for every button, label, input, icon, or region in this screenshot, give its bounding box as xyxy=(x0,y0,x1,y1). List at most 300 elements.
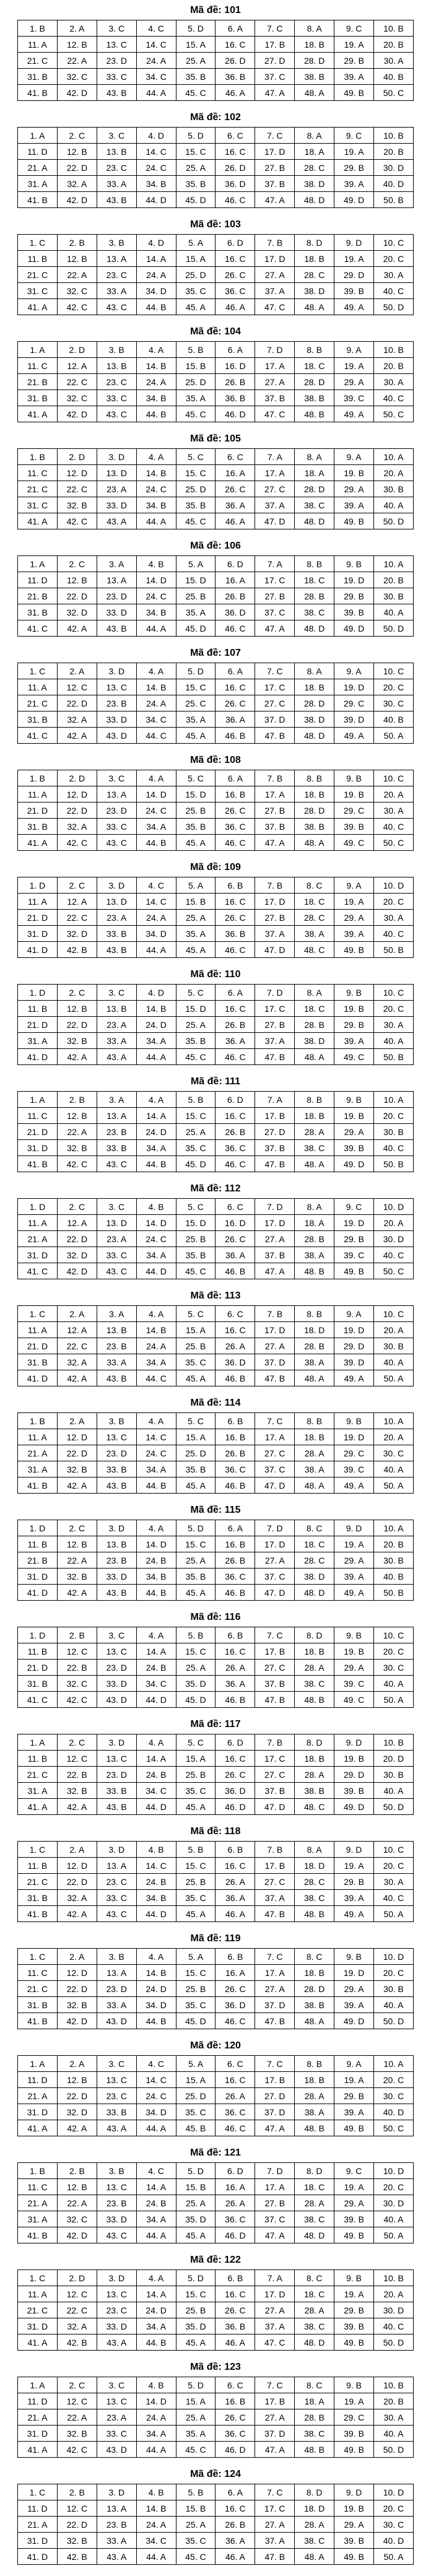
answer-cell: 34. B xyxy=(136,497,176,513)
exam-code-block xyxy=(0,1178,431,1286)
answer-cell: 38. C xyxy=(295,497,334,513)
answer-cell: 39. A xyxy=(334,926,374,942)
answer-cell: 50. B xyxy=(374,192,414,208)
answer-cell: 34. A xyxy=(136,2211,176,2227)
exam-code-title xyxy=(0,1611,431,1624)
answer-cell: 28. A xyxy=(295,2195,334,2211)
exam-code-block xyxy=(0,214,431,321)
answer-cell: 1. A xyxy=(18,556,58,572)
answer-cell: 13. C xyxy=(97,37,136,53)
answer-cell: 17. C xyxy=(255,2500,295,2517)
answer-cell: 18. C xyxy=(295,894,334,910)
answer-cell: 21. C xyxy=(18,695,58,711)
answer-cell: 36. B xyxy=(215,926,255,942)
table-row xyxy=(18,1215,414,1231)
answer-cell: 11. A xyxy=(18,1322,58,1338)
answer-cell: 31. B xyxy=(18,1676,58,1692)
answer-cell: 4. B xyxy=(136,2484,176,2500)
answer-cell: 5. B xyxy=(176,1627,215,1643)
answer-cell: 5. B xyxy=(176,1092,215,1108)
exam-code-block xyxy=(0,2143,431,2250)
answer-cell: 40. A xyxy=(374,1997,414,2013)
answer-cell: 44. A xyxy=(136,1049,176,1065)
answer-cell: 45. A xyxy=(176,1585,215,1601)
answer-cell: 12. B xyxy=(57,2179,97,2195)
answer-cell: 23. D xyxy=(97,588,136,604)
answer-cell: 45. D xyxy=(176,192,215,208)
exam-code-title xyxy=(0,2039,431,2053)
exam-code-title xyxy=(0,111,431,124)
answer-cell: 37. B xyxy=(255,1783,295,1799)
answer-cell: 21. A xyxy=(18,2088,58,2104)
answer-cell: 30. C xyxy=(374,2517,414,2533)
table-row xyxy=(18,2409,414,2426)
answer-cell: 16. C xyxy=(215,1643,255,1660)
answer-cell: 34. C xyxy=(136,1783,176,1799)
answer-cell: 13. D xyxy=(97,1215,136,1231)
answer-cell: 35. C xyxy=(176,2533,215,2549)
exam-code-title xyxy=(0,539,431,553)
answer-cell: 29. A xyxy=(334,1981,374,1997)
answer-cell: 46. B xyxy=(215,1692,255,1708)
answer-cell: 18. C xyxy=(295,2286,334,2302)
answer-cell: 44. B xyxy=(136,406,176,422)
answer-cell: 10. C xyxy=(374,1627,414,1643)
answer-cell: 25. B xyxy=(176,2302,215,2318)
answer-cell: 43. B xyxy=(97,1477,136,1494)
answer-cell: 32. D xyxy=(57,604,97,620)
table-row xyxy=(18,1783,414,1799)
answer-cell: 35. B xyxy=(176,819,215,835)
answer-cell: 41. B xyxy=(18,2227,58,2243)
answer-cell: 36. A xyxy=(215,1890,255,1906)
answer-cell: 28. D xyxy=(295,374,334,390)
answer-cell: 43. D xyxy=(97,1692,136,1708)
answer-cell: 20. C xyxy=(374,1858,414,1874)
answer-cell: 10. A xyxy=(374,1092,414,1108)
answer-cell: 43. C xyxy=(97,406,136,422)
answer-cell: 20. C xyxy=(374,679,414,695)
answer-cell: 34. C xyxy=(136,711,176,728)
answer-cell: 1. C xyxy=(18,235,58,251)
answer-cell: 20. C xyxy=(374,1108,414,1124)
answer-cell: 10. D xyxy=(374,2163,414,2179)
answer-cell: 43. C xyxy=(97,1906,136,1922)
answer-cell: 37. B xyxy=(255,390,295,406)
answer-cell: 19. A xyxy=(334,251,374,267)
answer-cell: 11. A xyxy=(18,1429,58,1445)
answer-cell: 1. C xyxy=(18,2270,58,2286)
answer-cell: 8. B xyxy=(295,342,334,358)
answer-cell: 37. C xyxy=(255,2211,295,2227)
answer-cell: 8. A xyxy=(295,985,334,1001)
answer-cell: 46. C xyxy=(215,620,255,637)
exam-code-number: 102 xyxy=(224,112,241,123)
answer-cell: 14. C xyxy=(136,894,176,910)
table-row xyxy=(18,711,414,728)
answer-cell: 26. A xyxy=(215,2088,255,2104)
table-row xyxy=(18,572,414,588)
answer-cell: 5. D xyxy=(176,2163,215,2179)
answer-cell: 41. B xyxy=(18,1906,58,1922)
answer-cell: 33. D xyxy=(97,1569,136,1585)
answer-table xyxy=(17,448,414,529)
answer-cell: 2. C xyxy=(57,2377,97,2393)
answer-cell: 3. B xyxy=(97,1949,136,1965)
answer-cell: 23. D xyxy=(97,1445,136,1461)
answer-cell: 25. A xyxy=(176,1124,215,1140)
answer-cell: 23. B xyxy=(97,1552,136,1569)
answer-cell: 41. C xyxy=(18,620,58,637)
answer-cell: 28. D xyxy=(295,695,334,711)
answer-cell: 35. D xyxy=(176,1676,215,1692)
exam-code-block xyxy=(0,857,431,964)
exam-code-number: 111 xyxy=(225,1076,241,1087)
answer-cell: 33. A xyxy=(97,283,136,299)
answer-cell: 6. B xyxy=(215,1413,255,1429)
table-row xyxy=(18,1354,414,1370)
answer-cell: 48. D xyxy=(295,1585,334,1601)
exam-code-number: 118 xyxy=(224,1826,241,1837)
answer-cell: 14. D xyxy=(136,572,176,588)
answer-cell: 41. A xyxy=(18,406,58,422)
table-row xyxy=(18,2227,414,2243)
answer-cell: 40. A xyxy=(374,1461,414,1477)
answer-cell: 49. B xyxy=(334,2334,374,2351)
answer-cell: 39. A xyxy=(334,1569,374,1585)
table-row xyxy=(18,1874,414,1890)
answer-cell: 26. C xyxy=(215,910,255,926)
answer-cell: 42. D xyxy=(57,85,97,101)
answer-cell: 31. D xyxy=(18,926,58,942)
exam-code-block xyxy=(0,2357,431,2464)
answer-cell: 30. B xyxy=(374,1124,414,1140)
answer-cell: 38. D xyxy=(295,1033,334,1049)
answer-cell: 3. D xyxy=(97,877,136,894)
exam-code-label: Mã đề: xyxy=(190,2469,222,2479)
answer-cell: 3. D xyxy=(97,2484,136,2500)
table-row xyxy=(18,770,414,786)
answer-cell: 20. C xyxy=(374,1001,414,1017)
answer-cell: 43. C xyxy=(97,2227,136,2243)
answer-cell: 1. D xyxy=(18,985,58,1001)
answer-cell: 42. A xyxy=(57,620,97,637)
answer-cell: 46. C xyxy=(215,1049,255,1065)
answer-cell: 39. B xyxy=(334,2533,374,2549)
answer-cell: 13. B xyxy=(97,1322,136,1338)
answer-cell: 35. C xyxy=(176,2104,215,2120)
answer-cell: 17. C xyxy=(255,1001,295,1017)
answer-cell: 30. A xyxy=(374,803,414,819)
answer-cell: 16. C xyxy=(215,37,255,53)
answer-cell: 33. C xyxy=(97,390,136,406)
table-row xyxy=(18,1569,414,1585)
answer-cell: 3. A xyxy=(97,1092,136,1108)
answer-cell: 12. D xyxy=(57,1858,97,1874)
answer-cell: 9. B xyxy=(334,770,374,786)
answer-cell: 23. D xyxy=(97,1767,136,1783)
table-row xyxy=(18,1124,414,1140)
answer-cell: 39. A xyxy=(334,1890,374,1906)
table-row xyxy=(18,1156,414,1172)
answer-cell: 1. C xyxy=(18,1306,58,1322)
exam-code-block xyxy=(0,1821,431,1928)
answer-cell: 1. B xyxy=(18,20,58,37)
answer-cell: 26. B xyxy=(215,1124,255,1140)
answer-cell: 12. C xyxy=(57,2500,97,2517)
answer-cell: 1. B xyxy=(18,449,58,465)
answer-cell: 43. B xyxy=(97,1585,136,1601)
answer-cell: 20. B xyxy=(374,37,414,53)
answer-cell: 2. D xyxy=(57,449,97,465)
table-row xyxy=(18,1413,414,1429)
answer-cell: 18. A xyxy=(295,1215,334,1231)
answer-cell: 4. B xyxy=(136,1199,176,1215)
answer-cell: 16. C xyxy=(215,1001,255,1017)
answer-cell: 28. A xyxy=(295,2302,334,2318)
answer-cell: 45. D xyxy=(176,2013,215,2029)
answer-cell: 38. B xyxy=(295,390,334,406)
answer-cell: 10. A xyxy=(374,1520,414,1536)
answer-cell: 17. A xyxy=(255,1429,295,1445)
answer-cell: 17. B xyxy=(255,37,295,53)
answer-cell: 12. B xyxy=(57,1108,97,1124)
answer-cell: 34. A xyxy=(136,2426,176,2442)
answer-cell: 35. A xyxy=(176,2426,215,2442)
answer-cell: 29. A xyxy=(334,2517,374,2533)
answer-cell: 36. A xyxy=(215,1676,255,1692)
answer-cell: 2. D xyxy=(57,2270,97,2286)
answer-cell: 45. C xyxy=(176,513,215,529)
answer-cell: 41. C xyxy=(18,1263,58,1279)
answer-cell: 50. A xyxy=(374,2549,414,2565)
answer-cell: 34. D xyxy=(136,2104,176,2120)
answer-cell: 9. D xyxy=(334,2484,374,2500)
table-row xyxy=(18,2393,414,2409)
answer-cell: 42. B xyxy=(57,942,97,958)
answer-cell: 26. C xyxy=(215,803,255,819)
exam-code-title xyxy=(0,2253,431,2267)
exam-code-number: 105 xyxy=(224,433,241,444)
answer-cell: 25. A xyxy=(176,1552,215,1569)
answer-cell: 18. B xyxy=(295,1751,334,1767)
answer-cell: 17. A xyxy=(255,1965,295,1981)
table-row xyxy=(18,2195,414,2211)
answer-cell: 47. B xyxy=(255,2549,295,2565)
answer-cell: 24. C xyxy=(136,2088,176,2104)
answer-cell: 48. A xyxy=(295,2013,334,2029)
answer-cell: 5. D xyxy=(176,128,215,144)
answer-table xyxy=(17,2162,414,2243)
answer-cell: 29. A xyxy=(334,374,374,390)
exam-code-block xyxy=(0,2035,431,2143)
answer-cell: 4. A xyxy=(136,1306,176,1322)
answer-cell: 1. D xyxy=(18,1520,58,1536)
answer-cell: 18. D xyxy=(295,2500,334,2517)
answer-cell: 3. C xyxy=(97,2377,136,2393)
answer-cell: 25. A xyxy=(176,2195,215,2211)
answer-cell: 31. D xyxy=(18,2318,58,2334)
answer-cell: 38. A xyxy=(295,1247,334,1263)
answer-cell: 1. D xyxy=(18,1627,58,1643)
table-row xyxy=(18,69,414,85)
answer-cell: 24. B xyxy=(136,1660,176,1676)
exam-code-number: 119 xyxy=(224,1933,241,1944)
answer-cell: 1. A xyxy=(18,128,58,144)
answer-cell: 46. C xyxy=(215,1156,255,1172)
answer-cell: 8. B xyxy=(295,770,334,786)
answer-cell: 47. D xyxy=(255,1477,295,1494)
table-row xyxy=(18,267,414,283)
answer-cell: 30. D xyxy=(374,160,414,176)
table-row xyxy=(18,1108,414,1124)
answer-cell: 21. B xyxy=(18,588,58,604)
exam-code-number: 109 xyxy=(224,862,241,872)
answer-cell: 6. A xyxy=(215,2484,255,2500)
answer-cell: 7. C xyxy=(255,2484,295,2500)
answer-cell: 46. A xyxy=(215,299,255,315)
answer-cell: 45. A xyxy=(176,299,215,315)
answer-cell: 4. A xyxy=(136,1627,176,1643)
answer-table xyxy=(17,20,414,101)
answer-cell: 21. D xyxy=(18,910,58,926)
answer-cell: 20. C xyxy=(374,1643,414,1660)
answer-cell: 10. C xyxy=(374,985,414,1001)
answer-cell: 2. B xyxy=(57,235,97,251)
answer-cell: 12. A xyxy=(57,1215,97,1231)
answer-cell: 37. A xyxy=(255,2533,295,2549)
answer-cell: 13. A xyxy=(97,2500,136,2517)
exam-code-number: 116 xyxy=(224,1612,241,1622)
answer-cell: 16. C xyxy=(215,1751,255,1767)
answer-cell: 1. D xyxy=(18,1199,58,1215)
answer-cell: 11. A xyxy=(18,37,58,53)
answer-cell: 36. D xyxy=(215,1354,255,1370)
answer-cell: 1. C xyxy=(18,663,58,679)
answer-cell: 29. A xyxy=(334,1552,374,1569)
table-row xyxy=(18,877,414,894)
answer-cell: 12. D xyxy=(57,465,97,481)
answer-cell: 24. A xyxy=(136,374,176,390)
answer-cell: 33. A xyxy=(97,1033,136,1049)
answer-table xyxy=(17,1091,414,1172)
answer-cell: 43. D xyxy=(97,728,136,744)
answer-cell: 33. D xyxy=(97,604,136,620)
answer-cell: 25. B xyxy=(176,1338,215,1354)
answer-cell: 10. D xyxy=(374,1949,414,1965)
answer-cell: 18. B xyxy=(295,37,334,53)
answer-cell: 16. D xyxy=(215,358,255,374)
table-row xyxy=(18,1858,414,1874)
exam-code-number: 112 xyxy=(224,1183,241,1194)
answer-cell: 49. A xyxy=(334,728,374,744)
answer-cell: 19. D xyxy=(334,1322,374,1338)
table-row xyxy=(18,1627,414,1643)
answer-cell: 43. B xyxy=(97,85,136,101)
answer-cell: 9. B xyxy=(334,556,374,572)
answer-cell: 3. C xyxy=(97,1627,136,1643)
answer-cell: 9. C xyxy=(334,20,374,37)
exam-code-title xyxy=(0,754,431,767)
answer-cell: 30. B xyxy=(374,481,414,497)
answer-cell: 21. A xyxy=(18,2517,58,2533)
answer-cell: 41. D xyxy=(18,1585,58,1601)
answer-cell: 37. A xyxy=(255,1890,295,1906)
table-row xyxy=(18,449,414,465)
answer-cell: 32. B xyxy=(57,1569,97,1585)
answer-cell: 41. C xyxy=(18,728,58,744)
answer-cell: 18. C xyxy=(295,358,334,374)
answer-cell: 47. A xyxy=(255,835,295,851)
answer-cell: 36. C xyxy=(215,2104,255,2120)
answer-cell: 37. D xyxy=(255,711,295,728)
answer-cell: 38. D xyxy=(295,1569,334,1585)
answer-cell: 42. B xyxy=(57,2549,97,2565)
table-row xyxy=(18,2120,414,2136)
answer-cell: 17. D xyxy=(255,2286,295,2302)
answer-cell: 7. B xyxy=(255,877,295,894)
answer-cell: 29. C xyxy=(334,803,374,819)
answer-cell: 44. A xyxy=(136,85,176,101)
answer-cell: 35. A xyxy=(176,926,215,942)
exam-code-block xyxy=(0,0,431,107)
answer-cell: 38. C xyxy=(295,604,334,620)
table-row xyxy=(18,251,414,267)
answer-cell: 9. D xyxy=(334,235,374,251)
answer-cell: 7. B xyxy=(255,235,295,251)
answer-cell: 24. B xyxy=(136,1552,176,1569)
answer-cell: 44. A xyxy=(136,942,176,958)
answer-cell: 12. C xyxy=(57,1751,97,1767)
answer-cell: 44. A xyxy=(136,620,176,637)
answer-cell: 17. D xyxy=(255,1322,295,1338)
answer-cell: 15. D xyxy=(176,786,215,803)
answer-cell: 37. D xyxy=(255,1997,295,2013)
answer-cell: 24. C xyxy=(136,160,176,176)
answer-cell: 44. B xyxy=(136,1156,176,1172)
answer-cell: 30. C xyxy=(374,1445,414,1461)
answer-cell: 23. A xyxy=(97,2409,136,2426)
answer-cell: 29. B xyxy=(334,2302,374,2318)
answer-cell: 19. D xyxy=(334,1429,374,1445)
answer-cell: 13. B xyxy=(97,1001,136,1017)
answer-cell: 6. D xyxy=(215,1092,255,1108)
answer-cell: 33. C xyxy=(97,2426,136,2442)
answer-cell: 24. C xyxy=(136,1445,176,1461)
answer-cell: 40. B xyxy=(374,1569,414,1585)
answer-cell: 36. B xyxy=(215,2318,255,2334)
exam-code-label: Mã đề: xyxy=(190,1826,222,1837)
answer-cell: 6. B xyxy=(215,1627,255,1643)
answer-cell: 2. A xyxy=(57,1842,97,1858)
answer-cell: 5. C xyxy=(176,770,215,786)
answer-cell: 16. B xyxy=(215,1536,255,1552)
table-row xyxy=(18,358,414,374)
answer-cell: 6. A xyxy=(215,1520,255,1536)
answer-cell: 22. D xyxy=(57,2517,97,2533)
answer-cell: 41. A xyxy=(18,1799,58,1815)
answer-cell: 33. D xyxy=(97,2318,136,2334)
answer-cell: 16. C xyxy=(215,894,255,910)
answer-cell: 28. D xyxy=(295,53,334,69)
answer-cell: 15. B xyxy=(176,2179,215,2195)
answer-cell: 41. D xyxy=(18,1049,58,1065)
answer-cell: 37. C xyxy=(255,1461,295,1477)
answer-cell: 25. B xyxy=(176,803,215,819)
answer-cell: 6. C xyxy=(215,2056,255,2072)
exam-code-block xyxy=(0,2464,431,2571)
answer-cell: 8. A xyxy=(295,663,334,679)
